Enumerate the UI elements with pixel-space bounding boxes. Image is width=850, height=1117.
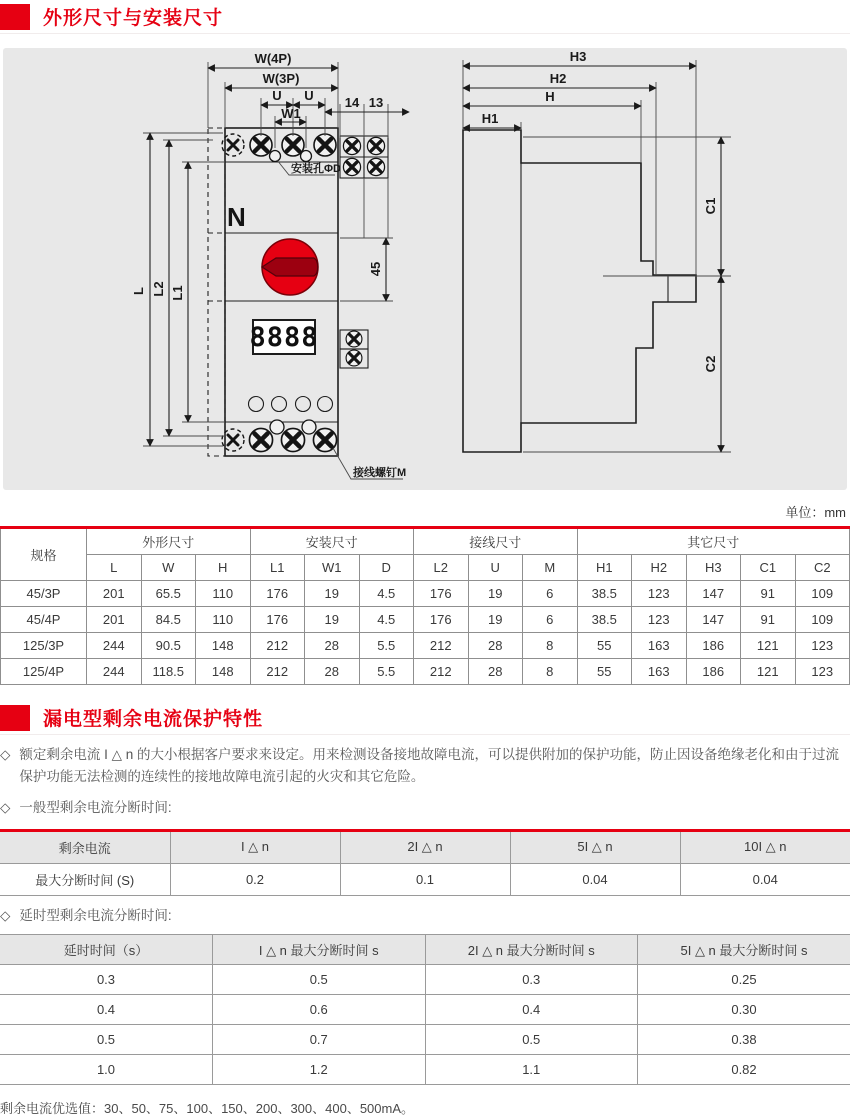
delay-trip-bullet	[0, 905, 850, 927]
col-header: W	[141, 555, 196, 581]
unit-note: 单位：mm	[0, 490, 850, 526]
value-cell: 0.25	[638, 965, 850, 995]
dim-cell: 91	[741, 607, 796, 633]
terminal-screw-icon	[314, 134, 336, 156]
dim-cell: 121	[741, 633, 796, 659]
dim-cell: 6	[523, 581, 578, 607]
col-header: H	[196, 555, 251, 581]
value-cell: 0.6	[213, 995, 426, 1025]
value-cell: 0.5	[0, 1025, 213, 1055]
dim-cell: 28	[468, 659, 523, 685]
table-row	[1, 659, 850, 685]
dim-label-l: L	[131, 287, 146, 295]
dim-label-13: 13	[369, 95, 383, 110]
dim-label-u-left: U	[272, 88, 281, 103]
col-header: C1	[741, 555, 796, 581]
dim-cell: 90.5	[141, 633, 196, 659]
dim-label-w4p: W(4P)	[255, 51, 292, 66]
dim-cell: 19	[305, 581, 360, 607]
spec-cell: 45/3P	[1, 581, 87, 607]
dim-label-u-right: U	[304, 88, 313, 103]
mounting-hole-label: 安装孔ΦD	[291, 161, 341, 175]
terminal-screw-icon	[249, 428, 272, 451]
dim-cell: 109	[795, 607, 850, 633]
value-cell: 0.7	[213, 1025, 426, 1055]
dim-cell: 19	[468, 607, 523, 633]
col-header-residual-current: 剩余电流	[0, 830, 170, 863]
terminal-screw-icon	[343, 158, 360, 175]
table-row	[0, 965, 850, 995]
value-cell: 0.2	[170, 863, 340, 895]
dim-cell: 147	[686, 581, 741, 607]
dim-cell: 212	[250, 659, 305, 685]
value-cell: 1.0	[0, 1055, 213, 1085]
dim-cell: 8	[523, 659, 578, 685]
dim-label-c2: C2	[703, 356, 718, 373]
delay-trip-table	[0, 934, 850, 1085]
dim-cell: 38.5	[577, 581, 632, 607]
dim-cell: 5.5	[359, 659, 414, 685]
col-group-wiring: 接线尺寸	[414, 528, 578, 555]
value-cell: 0.04	[510, 863, 680, 895]
value-cell: 0.5	[213, 965, 426, 995]
n-pole-label: N	[227, 202, 246, 232]
dim-cell: 91	[741, 581, 796, 607]
terminal-screw-icon	[281, 428, 304, 451]
dim-label-h2: H2	[550, 71, 567, 86]
col-header: 5I △ n	[510, 830, 680, 863]
dim-cell: 55	[577, 633, 632, 659]
dim-cell: 176	[250, 581, 305, 607]
value-cell: 0.04	[680, 863, 850, 895]
col-header: I △ n	[170, 830, 340, 863]
row-label: 最大分断时间 (S)	[0, 863, 170, 895]
dim-cell: 123	[795, 659, 850, 685]
section2-title: 漏电型剩余电流保护特性	[43, 704, 263, 731]
value-cell: 1.1	[425, 1055, 638, 1085]
table-row	[0, 995, 850, 1025]
col-header: U	[468, 555, 523, 581]
dim-label-w3p: W(3P)	[263, 71, 300, 86]
dim-cell: 118.5	[141, 659, 196, 685]
col-header: L2	[414, 555, 469, 581]
dim-cell: 176	[414, 581, 469, 607]
dim-cell: 4.5	[359, 581, 414, 607]
dim-cell: 65.5	[141, 581, 196, 607]
dim-label-w1: W1	[281, 106, 301, 121]
col-header: H3	[686, 555, 741, 581]
spec-cell: 125/3P	[1, 633, 87, 659]
dim-cell: 148	[196, 633, 251, 659]
dim-label-l1: L1	[170, 285, 185, 300]
value-cell: 0.3	[425, 965, 638, 995]
indicator-hole-icon	[249, 397, 264, 412]
dimension-drawing	[3, 48, 847, 490]
front-view-drawing	[131, 51, 409, 479]
dim-cell: 147	[686, 607, 741, 633]
section1-title: 外形尺寸与安装尺寸	[43, 3, 223, 30]
col-header: H1	[577, 555, 632, 581]
col-header: L	[87, 555, 142, 581]
section2-header	[0, 701, 850, 735]
paragraph-text: 额定剩余电流 I △ n 的大小根据客户要求来设定。用来检测设备接地故障电流，可以提供附加的保护功能，防止因设备绝缘老化和由于过流保护功能无法检测的连续性的接地故障电流引起的火灾和其它危险。	[19, 744, 848, 788]
value-cell: 0.38	[638, 1025, 850, 1055]
general-trip-table	[0, 829, 850, 896]
dim-cell: 110	[196, 607, 251, 633]
col-header: D	[359, 555, 414, 581]
col-header-spec: 规格	[1, 528, 87, 581]
red-square-marker	[0, 4, 30, 30]
dimension-drawing-panel	[3, 48, 847, 490]
spec-cell: 45/4P	[1, 607, 87, 633]
value-cell: 0.30	[638, 995, 850, 1025]
value-cell: 1.2	[213, 1055, 426, 1085]
table-row	[1, 581, 850, 607]
diamond-bullet-icon: ◇	[0, 905, 10, 927]
terminal-screw-icon	[250, 134, 272, 156]
dim-label-l2: L2	[151, 281, 166, 296]
mounting-hole-icon	[270, 420, 284, 434]
dim-cell: 163	[632, 659, 687, 685]
dim-cell: 176	[414, 607, 469, 633]
dim-cell: 163	[632, 633, 687, 659]
mounting-hole-icon	[302, 420, 316, 434]
terminal-screw-icon	[367, 137, 384, 154]
value-cell: 0.3	[0, 965, 213, 995]
dim-cell: 28	[305, 633, 360, 659]
terminal-screw-icon	[346, 350, 362, 366]
dim-cell: 201	[87, 581, 142, 607]
dim-cell: 186	[686, 659, 741, 685]
indicator-hole-icon	[318, 397, 333, 412]
section1-header	[0, 0, 850, 34]
delay-trip-label: 延时型剩余电流分断时间:	[19, 905, 171, 927]
table-row	[0, 863, 850, 895]
dim-label-45: 45	[368, 262, 383, 276]
table-row	[1, 633, 850, 659]
col-group-mounting: 安装尺寸	[250, 528, 414, 555]
diamond-bullet-icon: ◇	[0, 797, 10, 819]
col-header: M	[523, 555, 578, 581]
col-group-other: 其它尺寸	[577, 528, 850, 555]
col-header: 5I △ n 最大分断时间 s	[638, 935, 850, 965]
dim-label-h3: H3	[570, 49, 587, 64]
dim-cell: 109	[795, 581, 850, 607]
dim-cell: 8	[523, 633, 578, 659]
dim-cell: 19	[468, 581, 523, 607]
terminal-screw-icon	[346, 331, 362, 347]
dim-label-c1: C1	[703, 198, 718, 215]
dim-cell: 201	[87, 607, 142, 633]
dim-cell: 148	[196, 659, 251, 685]
terminal-screw-icon	[343, 137, 360, 154]
terminal-screw-icon	[367, 158, 384, 175]
dim-cell: 244	[87, 633, 142, 659]
general-trip-bullet	[0, 797, 850, 819]
dim-label-h1: H1	[482, 111, 499, 126]
dim-cell: 110	[196, 581, 251, 607]
spec-cell: 125/4P	[1, 659, 87, 685]
col-header: W1	[305, 555, 360, 581]
value-cell: 0.1	[340, 863, 510, 895]
dim-cell: 123	[632, 607, 687, 633]
col-header: 2I △ n	[340, 830, 510, 863]
table-row	[0, 1055, 850, 1085]
diamond-bullet-icon: ◇	[0, 744, 10, 788]
dim-cell: 244	[87, 659, 142, 685]
dim-cell: 4.5	[359, 607, 414, 633]
col-header: I △ n 最大分断时间 s	[213, 935, 426, 965]
dim-cell: 121	[741, 659, 796, 685]
dim-cell: 212	[414, 659, 469, 685]
table-row	[0, 1025, 850, 1055]
indicator-hole-icon	[272, 397, 287, 412]
dim-cell: 28	[305, 659, 360, 685]
col-header: 10I △ n	[680, 830, 850, 863]
col-header: H2	[632, 555, 687, 581]
value-cell: 0.4	[425, 995, 638, 1025]
dim-cell: 38.5	[577, 607, 632, 633]
preferred-values-note: 剩余电流优选值：30、50、75、100、150、200、300、400、500mA。	[0, 1098, 850, 1117]
side-view-drawing	[463, 49, 731, 452]
dim-cell: 186	[686, 633, 741, 659]
terminal-screw-icon	[282, 134, 304, 156]
dim-cell: 5.5	[359, 633, 414, 659]
dim-cell: 212	[250, 633, 305, 659]
col-group-outline: 外形尺寸	[87, 528, 251, 555]
col-header: 2I △ n 最大分断时间 s	[425, 935, 638, 965]
dim-cell: 123	[632, 581, 687, 607]
dim-cell: 55	[577, 659, 632, 685]
red-square-marker	[0, 705, 30, 731]
value-cell: 0.82	[638, 1055, 850, 1085]
dim-label-14: 14	[345, 95, 360, 110]
general-trip-label: 一般型剩余电流分断时间:	[19, 797, 171, 819]
dim-cell: 212	[414, 633, 469, 659]
mounting-hole-icon	[301, 151, 312, 162]
dim-cell: 123	[795, 633, 850, 659]
dim-cell: 28	[468, 633, 523, 659]
dim-label-h: H	[545, 89, 554, 104]
value-cell: 0.4	[0, 995, 213, 1025]
dimensions-table	[0, 526, 850, 685]
dim-cell: 6	[523, 607, 578, 633]
col-header: L1	[250, 555, 305, 581]
col-header: C2	[795, 555, 850, 581]
mounting-hole-icon	[270, 151, 281, 162]
dim-cell: 19	[305, 607, 360, 633]
residual-current-paragraph	[0, 744, 850, 788]
value-cell: 0.5	[425, 1025, 638, 1055]
indicator-hole-icon	[296, 397, 311, 412]
dim-cell: 176	[250, 607, 305, 633]
digital-display-value: 8888	[249, 322, 318, 353]
wiring-screw-label: 接线螺钉M	[352, 465, 406, 479]
table-row	[1, 607, 850, 633]
col-header-delay-time: 延时时间（s）	[0, 935, 213, 965]
dim-cell: 84.5	[141, 607, 196, 633]
